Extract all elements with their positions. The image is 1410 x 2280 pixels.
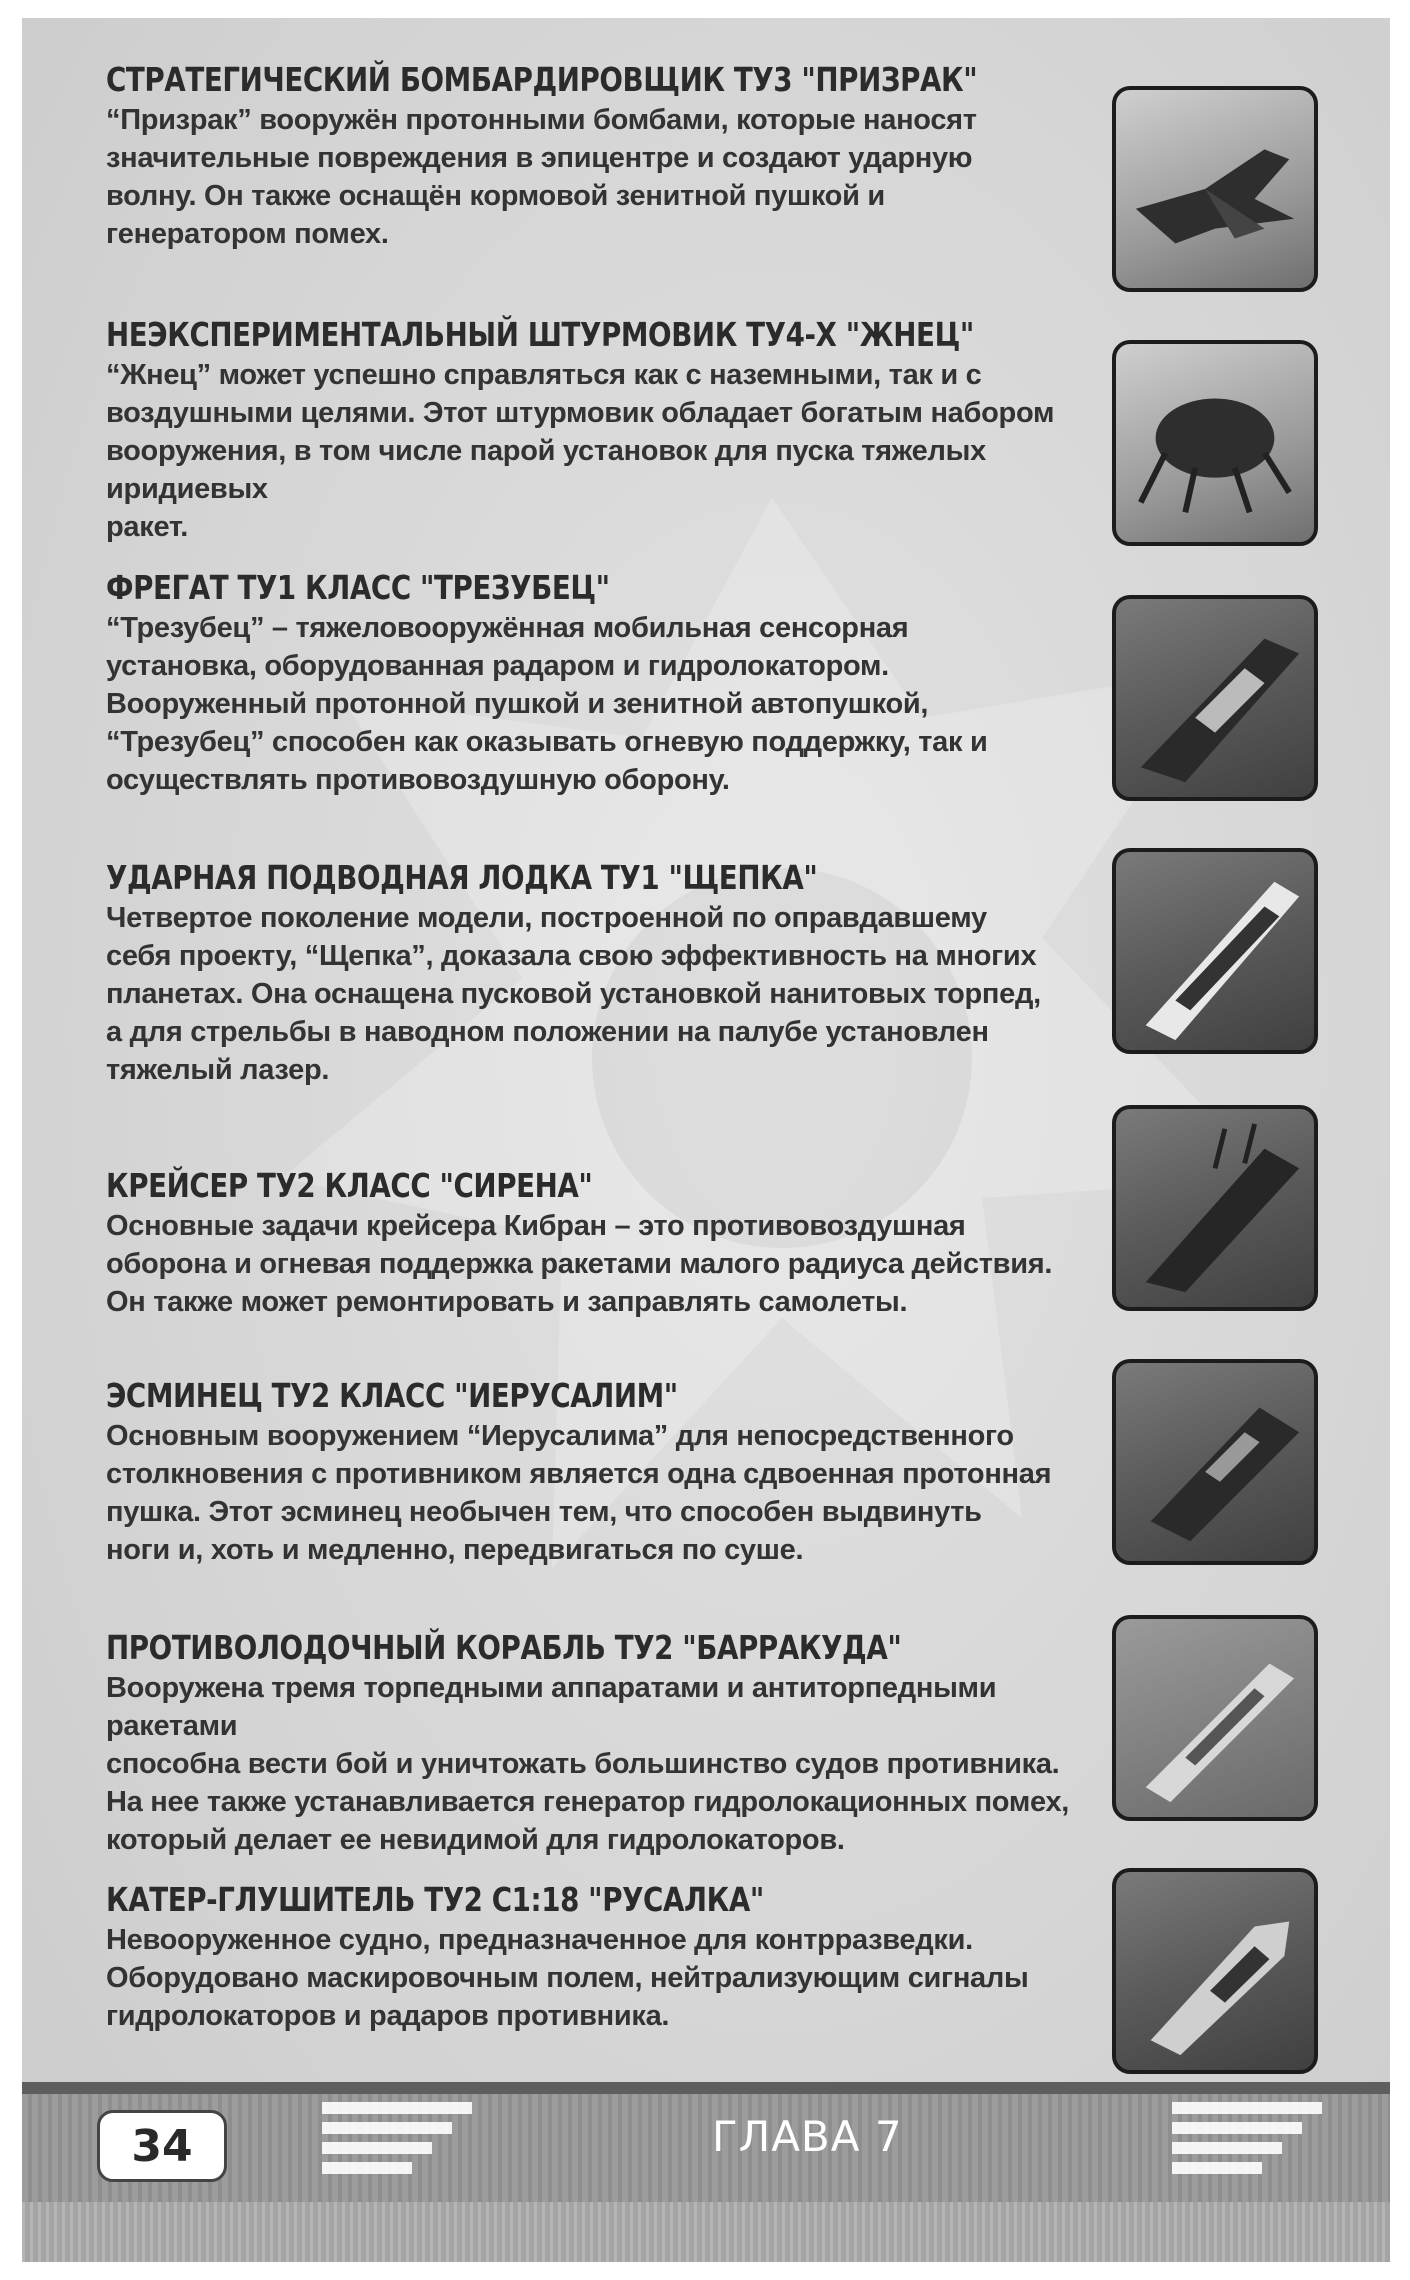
jammer-boat-image <box>1112 1868 1318 2074</box>
unit-title: ПРОТИВОЛОДОЧНЫЙ КОРАБЛЬ ТУ2 "БАРРАКУДА" <box>106 1628 902 1667</box>
unit-title: ЭСМИНЕЦ ТУ2 КЛАСС "ИЕРУСАЛИМ" <box>106 1376 678 1415</box>
frigate-image <box>1112 595 1318 801</box>
unit-description: Основным вооружением “Иерусалима” для непосредственного столкновения с противником является одна сдвоенная протонная пушка. Этот эсминец необычен тем, что способен выдвинуть ноги и, хоть и медленно, передвигаться по суше. <box>106 1420 1052 1566</box>
unit-description: Невооруженное судно, предназначенное для контрразведки. Оборудовано маскировочным полем, нейтрализующим сигналы гидролокаторов и радаров противника. <box>106 1924 1029 2032</box>
unit-description: “Призрак” вооружён протонными бомбами, которые наносят значительные повреждения в эпицентре и создают ударную волну. Он также оснащён кормовой зенитной пушкой и генератором помех. <box>106 104 977 250</box>
page-footer <box>22 2082 1390 2262</box>
unit-description: Основные задачи крейсера Кибран – это противовоздушная оборона и огневая поддержка ракетами малого радиуса действия. Он также может ремонтировать и заправлять самолеты. <box>106 1210 1053 1318</box>
cruiser-image <box>1112 1105 1318 1311</box>
destroyer-image <box>1112 1359 1318 1565</box>
unit-title: ФРЕГАТ ТУ1 КЛАСС "ТРЕЗУБЕЦ" <box>106 568 610 607</box>
anti-sub-ship-image <box>1112 1615 1318 1821</box>
unit-entry-siren <box>106 1166 1116 1321</box>
unit-title: КАТЕР-ГЛУШИТЕЛЬ ТУ2 С1:18 "РУСАЛКА" <box>106 1880 764 1919</box>
footer-stripes-right <box>1172 2102 1322 2182</box>
unit-description: “Жнец” может успешно справляться как с наземными, так и с воздушными целями. Этот штурмовик обладает богатым набором вооружения, в том числе парой установок для пуска тяжелых иридиевых ракет. <box>106 359 1055 543</box>
unit-description: “Трезубец” – тяжеловооружённая мобильная сенсорная установка, оборудованная радаром и гидролокатором. Вооруженный протонной пушкой и зенитной автопушкой, “Трезубец” способен как оказывать огневую поддержку, так и осуществлять противовоздушную оборону. <box>106 612 988 796</box>
unit-entry-mermaid <box>106 1880 1116 2035</box>
bomber-aircraft-image <box>1112 86 1318 292</box>
unit-title: НЕЭКСПЕРИМЕНТАЛЬНЫЙ ШТУРМОВИК ТУ4-X "ЖНЕЦ" <box>106 315 974 354</box>
page-number: 34 <box>131 2120 193 2172</box>
unit-title: СТРАТЕГИЧЕСКИЙ БОМБАРДИРОВЩИК ТУ3 "ПРИЗРАК" <box>106 60 978 99</box>
footer-bottom-bar <box>22 2202 1390 2262</box>
footer-stripes-left <box>322 2102 472 2182</box>
chapter-label: ГЛАВА 7 <box>712 2112 903 2161</box>
unit-entry-barracuda <box>106 1628 1116 1859</box>
gunship-image <box>1112 340 1318 546</box>
unit-description: Вооружена тремя торпедными аппаратами и антиторпедными ракетами способна вести бой и уничтожать большинство судов противника. На нее также устанавливается генератор гидролокационных помех, который делает ее невидимой для гидролокаторов. <box>106 1672 1070 1856</box>
page-number-box <box>97 2110 227 2182</box>
unit-entry-phantom <box>106 60 1116 253</box>
unit-entry-reaper <box>106 315 1116 546</box>
unit-description: Четвертое поколение модели, построенной по оправдавшему себя проекту, “Щепка”, доказала свою эффективность на многих планетах. Она оснащена пусковой установкой нанитовых торпед, а для стрельбы в наводном положении на палубе установлен тяжелый лазер. <box>106 902 1041 1086</box>
unit-entry-splinter <box>106 858 1116 1089</box>
unit-entry-trident <box>106 568 1116 799</box>
unit-title: УДАРНАЯ ПОДВОДНАЯ ЛОДКА ТУ1 "ЩЕПКА" <box>106 858 818 897</box>
footer-divider <box>22 2082 1390 2094</box>
unit-entry-jerusalem <box>106 1376 1116 1569</box>
unit-title: КРЕЙСЕР ТУ2 КЛАСС "СИРЕНА" <box>106 1166 593 1205</box>
manual-page <box>22 18 1390 2262</box>
submarine-image <box>1112 848 1318 1054</box>
